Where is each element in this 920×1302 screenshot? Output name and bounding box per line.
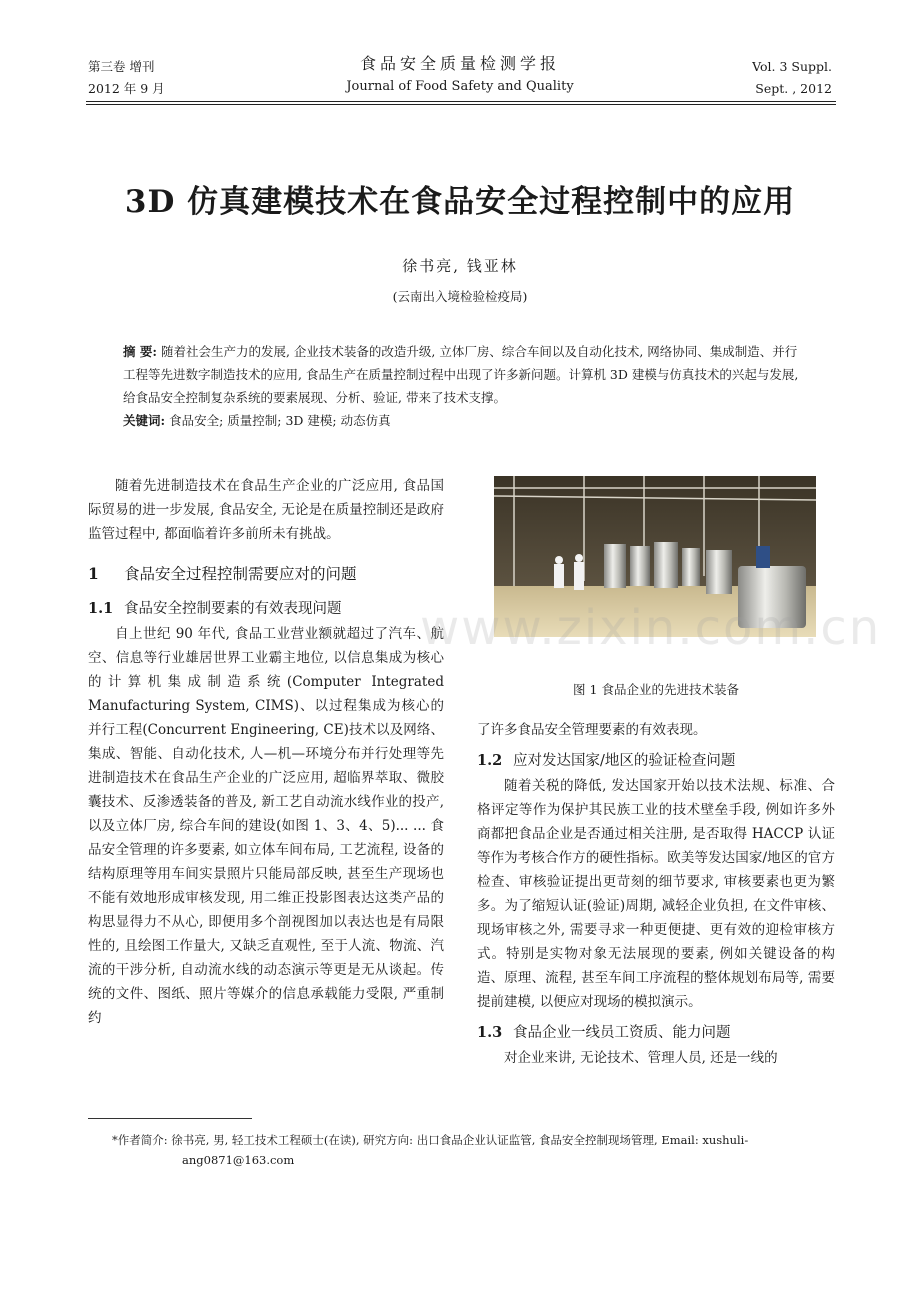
footnote-rule	[88, 1118, 252, 1119]
section-1-1-paragraph: 自上世纪 90 年代, 食品工业营业额就超过了汽车、航空、信息等行业雄居世界工业霸主地位, 以信息集成为核心的计算机集成制造系统(Computer Integrated Manufacturing System, CIMS)、以过程集成为核心的并行工程(Concurrent Engineering, CE)技术以及网络、集成、智能、自动化技术, 人—机—环境分布并行处理等先进制造技术在食品生产企业的广泛应用, 超临界萃取、微胶囊技术、反渗透装备的普及, 新工艺自动流水线作业的投产, 以及立体厂房, 综合车间的建设(如图 1、3、4、5)... ... 食品安全管理的许多要素, 如立体车间布局, 工艺流程, 设备的结构原理等用车间实景照片只能局部反映, 甚至生产现场也不能有效地形成审核发现, 用二维正投影图表达这类产品的构思显得力不从心, 即便用多个剖视图加以表达也是有局限性的, 且绘图工作量大, 又缺乏直观性, 至于人流、物流、汽流的干涉分析, 自动流水线的动态演示等更是无从谈起。传统的文件、图纸、照片等媒介的信息承载能力受限, 严重制约	[88, 626, 444, 1026]
volume-label: 第三卷 增刊	[88, 59, 155, 74]
journal-volume-info-en	[752, 56, 832, 100]
volume-label-en: Vol. 3 Suppl.	[752, 59, 832, 74]
paper-authors: 徐书亮, 钱亚林	[402, 257, 518, 275]
figure-1-caption: 图 1 食品企业的先进技术装备	[573, 682, 739, 697]
section-1-title: 食品安全过程控制需要应对的问题	[124, 565, 357, 583]
footnote-line-2: ang0871@163.com	[182, 1153, 295, 1167]
section-1-2-title: 应对发达国家/地区的验证检查问题	[513, 753, 736, 769]
intro-paragraph: 随着先进制造技术在食品生产企业的广泛应用, 食品国际贸易的进一步发展, 食品安全, 无论是在质量控制还是政府监管过程中, 都面临着许多前所未有挑战。	[88, 478, 444, 542]
abstract-label: 摘 要:	[123, 344, 157, 359]
section-1-2-heading	[477, 748, 835, 774]
section-1-2-number: 1.2	[477, 752, 503, 769]
paper-affiliation: (云南出入境检验检疫局)	[392, 289, 528, 304]
section-1-1-heading	[88, 596, 444, 622]
keywords	[123, 409, 803, 432]
paper-title: 3D 仿真建模技术在食品安全过程控制中的应用	[124, 184, 796, 220]
left-column	[88, 474, 444, 1030]
continued-paragraph: 了许多食品安全管理要素的有效表现。	[477, 722, 707, 738]
section-1-number: 1	[88, 564, 99, 583]
watermark: www.zixin.com.cn	[420, 600, 882, 656]
right-column	[477, 718, 835, 1070]
abstract	[123, 340, 803, 409]
issue-date: 2012 年 9 月	[88, 81, 165, 96]
keywords-text: 食品安全; 质量控制; 3D 建模; 动态仿真	[169, 413, 391, 428]
section-1-3-heading	[477, 1020, 835, 1046]
section-1-3-title: 食品企业一线员工资质、能力问题	[513, 1025, 731, 1041]
footnote-line-1: *作者简介: 徐书亮, 男, 轻工技术工程硕士(在读), 研究方向: 出口食品企业认证监管, 食品安全控制现场管理, Email: xushuli-	[112, 1133, 749, 1147]
section-1-1-title: 食品安全控制要素的有效表现问题	[124, 601, 342, 617]
section-1-3-paragraph: 对企业来讲, 无论技术、管理人员, 还是一线的	[504, 1050, 778, 1066]
section-1-3-number: 1.3	[477, 1024, 503, 1041]
section-1-2-paragraph: 随着关税的降低, 发达国家开始以技术法规、标准、合格评定等作为保护其民族工业的技术壁垒手段, 例如许多外商都把食品企业是否通过相关注册, 是否取得 HACCP 认证等作为考核合作方的硬性指标。欧美等发达国家/地区的官方检查、审核验证提出更苛刻的细节要求, 审核要素也更为繁多。为了缩短认证(验证)周期, 减轻企业负担, 在文件审核、现场审核之外, 需要寻求一种更便捷、更有效的迎检审核方式。特别是实物对象无法展现的要素, 例如关键设备的构造、原理、流程, 甚至车间工序流程的整体规划布局等, 需要提前建模, 以便应对现场的模拟演示。	[477, 778, 835, 1010]
abstract-block	[123, 340, 803, 432]
header-rule-secondary	[86, 104, 836, 105]
header-rule	[86, 101, 836, 102]
issue-date-en: Sept. , 2012	[755, 81, 832, 96]
keywords-label: 关键词:	[123, 413, 166, 428]
section-1-heading	[88, 560, 444, 588]
footnote	[112, 1130, 812, 1170]
section-1-1-number: 1.1	[88, 600, 114, 617]
journal-name-cn: 食品安全质量检测学报	[359, 54, 560, 73]
abstract-text: 随着社会生产力的发展, 企业技术装备的改造升级, 立体厂房、综合车间以及自动化技术, 网络协同、集成制造、并行工程等先进数字制造技术的应用, 食品生产在质量控制过程中出现了许多新问题。计算机 3D 建模与仿真技术的兴起与发展, 给食品安全控制复杂系统的要素展现、分析、验证, 带来了技术支撑。	[123, 344, 799, 405]
journal-name-en: Journal of Food Safety and Quality	[346, 79, 574, 94]
